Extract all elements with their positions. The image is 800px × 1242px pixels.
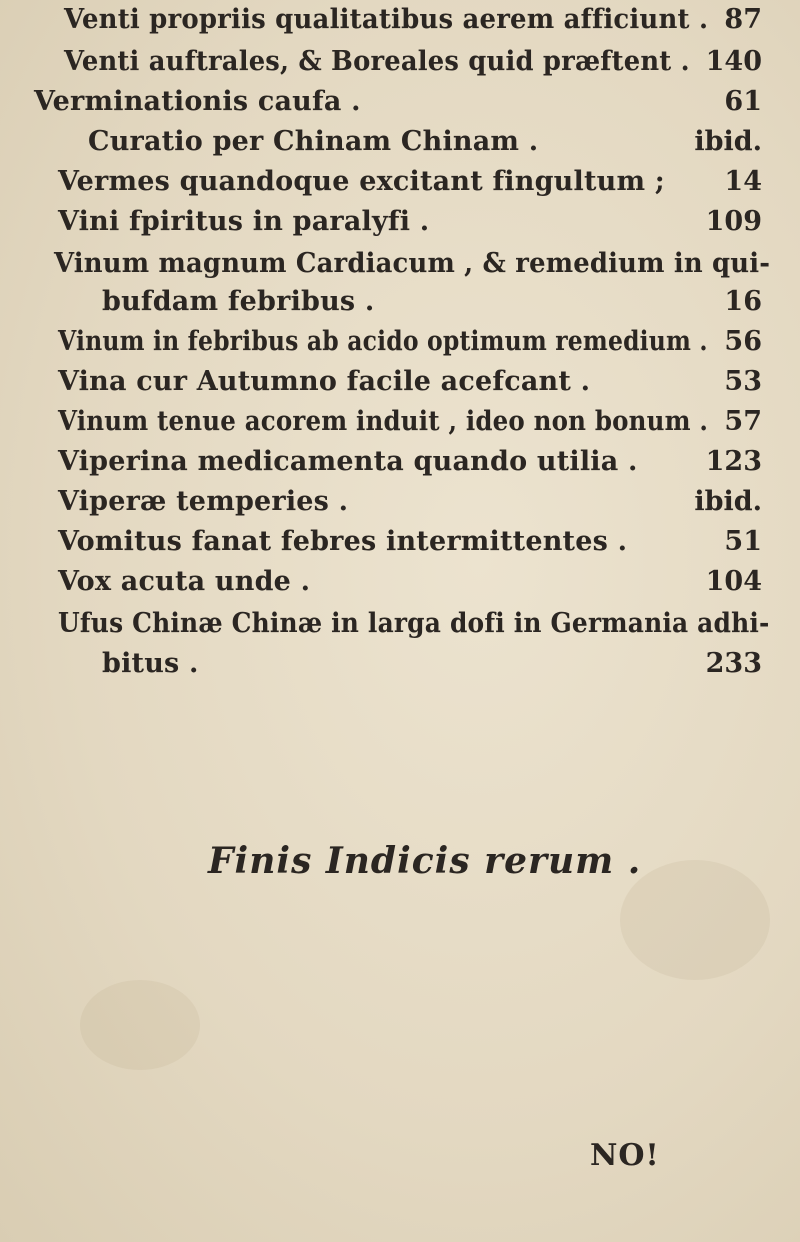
entry-page: 104 — [705, 566, 762, 597]
index-entry — [0, 404, 800, 440]
entry-page: 14 — [724, 166, 762, 197]
entry-text: Vermes quandoque excitant fingultum ; — [58, 166, 665, 197]
entry-text: Ufus Chinæ Chinæ in larga dofi in Germania adhi- — [58, 608, 770, 639]
entry-text: bufdam febribus . — [102, 286, 375, 317]
entry-text: Curatio per Chinam Chinam . — [88, 126, 539, 157]
entry-text: Vox acuta unde . — [58, 566, 311, 597]
entry-page: 57 — [724, 406, 762, 437]
index-entry — [0, 524, 800, 560]
index-entry — [0, 646, 800, 682]
catchword: NO! — [590, 1138, 660, 1173]
entry-page: 233 — [705, 648, 762, 679]
entry-page: 123 — [705, 446, 762, 477]
paper-stain — [620, 860, 770, 980]
index-entry — [0, 484, 800, 520]
entry-text: Vinum in febribus ab acido optimum remedium . — [58, 326, 708, 357]
entry-text: Vinum tenue acorem induit , ideo non bonum . — [58, 406, 709, 437]
finis-line: Finis Indicis rerum . — [208, 840, 642, 882]
entry-page: 56 — [724, 326, 762, 357]
index-entry — [0, 164, 800, 200]
index-entry — [0, 246, 800, 282]
entry-text: Venti propriis qualitatibus aerem afficiunt . — [64, 4, 709, 35]
entry-page: 140 — [705, 46, 762, 77]
index-entry — [0, 284, 800, 320]
entry-page: ibid. — [694, 486, 762, 517]
index-entry — [0, 364, 800, 400]
index-entry — [0, 124, 800, 160]
entry-text: Viperæ temperies . — [58, 486, 349, 517]
index-entry — [0, 324, 800, 360]
entry-text: Verminationis caufa . — [34, 86, 361, 117]
entry-text: bitus . — [102, 648, 199, 679]
entry-page: 87 — [724, 4, 762, 35]
index-entry — [0, 444, 800, 480]
entry-text: Vina cur Autumno facile acefcant . — [58, 366, 591, 397]
entry-text: Vini fpiritus in paralyfi . — [58, 206, 430, 237]
index-entry — [0, 606, 800, 642]
entry-text: Viperina medicamenta quando utilia . — [58, 446, 638, 477]
entry-page: 61 — [724, 86, 762, 117]
index-entry — [0, 564, 800, 600]
entry-page: 53 — [724, 366, 762, 397]
entry-text: Venti auftrales, & Boreales quid præftent . — [64, 46, 690, 77]
index-entry — [0, 204, 800, 240]
index-entry — [0, 84, 800, 120]
index-entry — [0, 44, 800, 80]
entry-page: 51 — [724, 526, 762, 557]
paper-stain — [80, 980, 200, 1070]
entry-text: Vinum magnum Cardiacum , & remedium in qui- — [54, 248, 771, 279]
entry-page: 16 — [724, 286, 762, 317]
entry-page: 109 — [705, 206, 762, 237]
entry-text: Vomitus fanat febres intermittentes . — [58, 526, 628, 557]
entry-page: ibid. — [694, 126, 762, 157]
index-entry — [0, 2, 800, 38]
